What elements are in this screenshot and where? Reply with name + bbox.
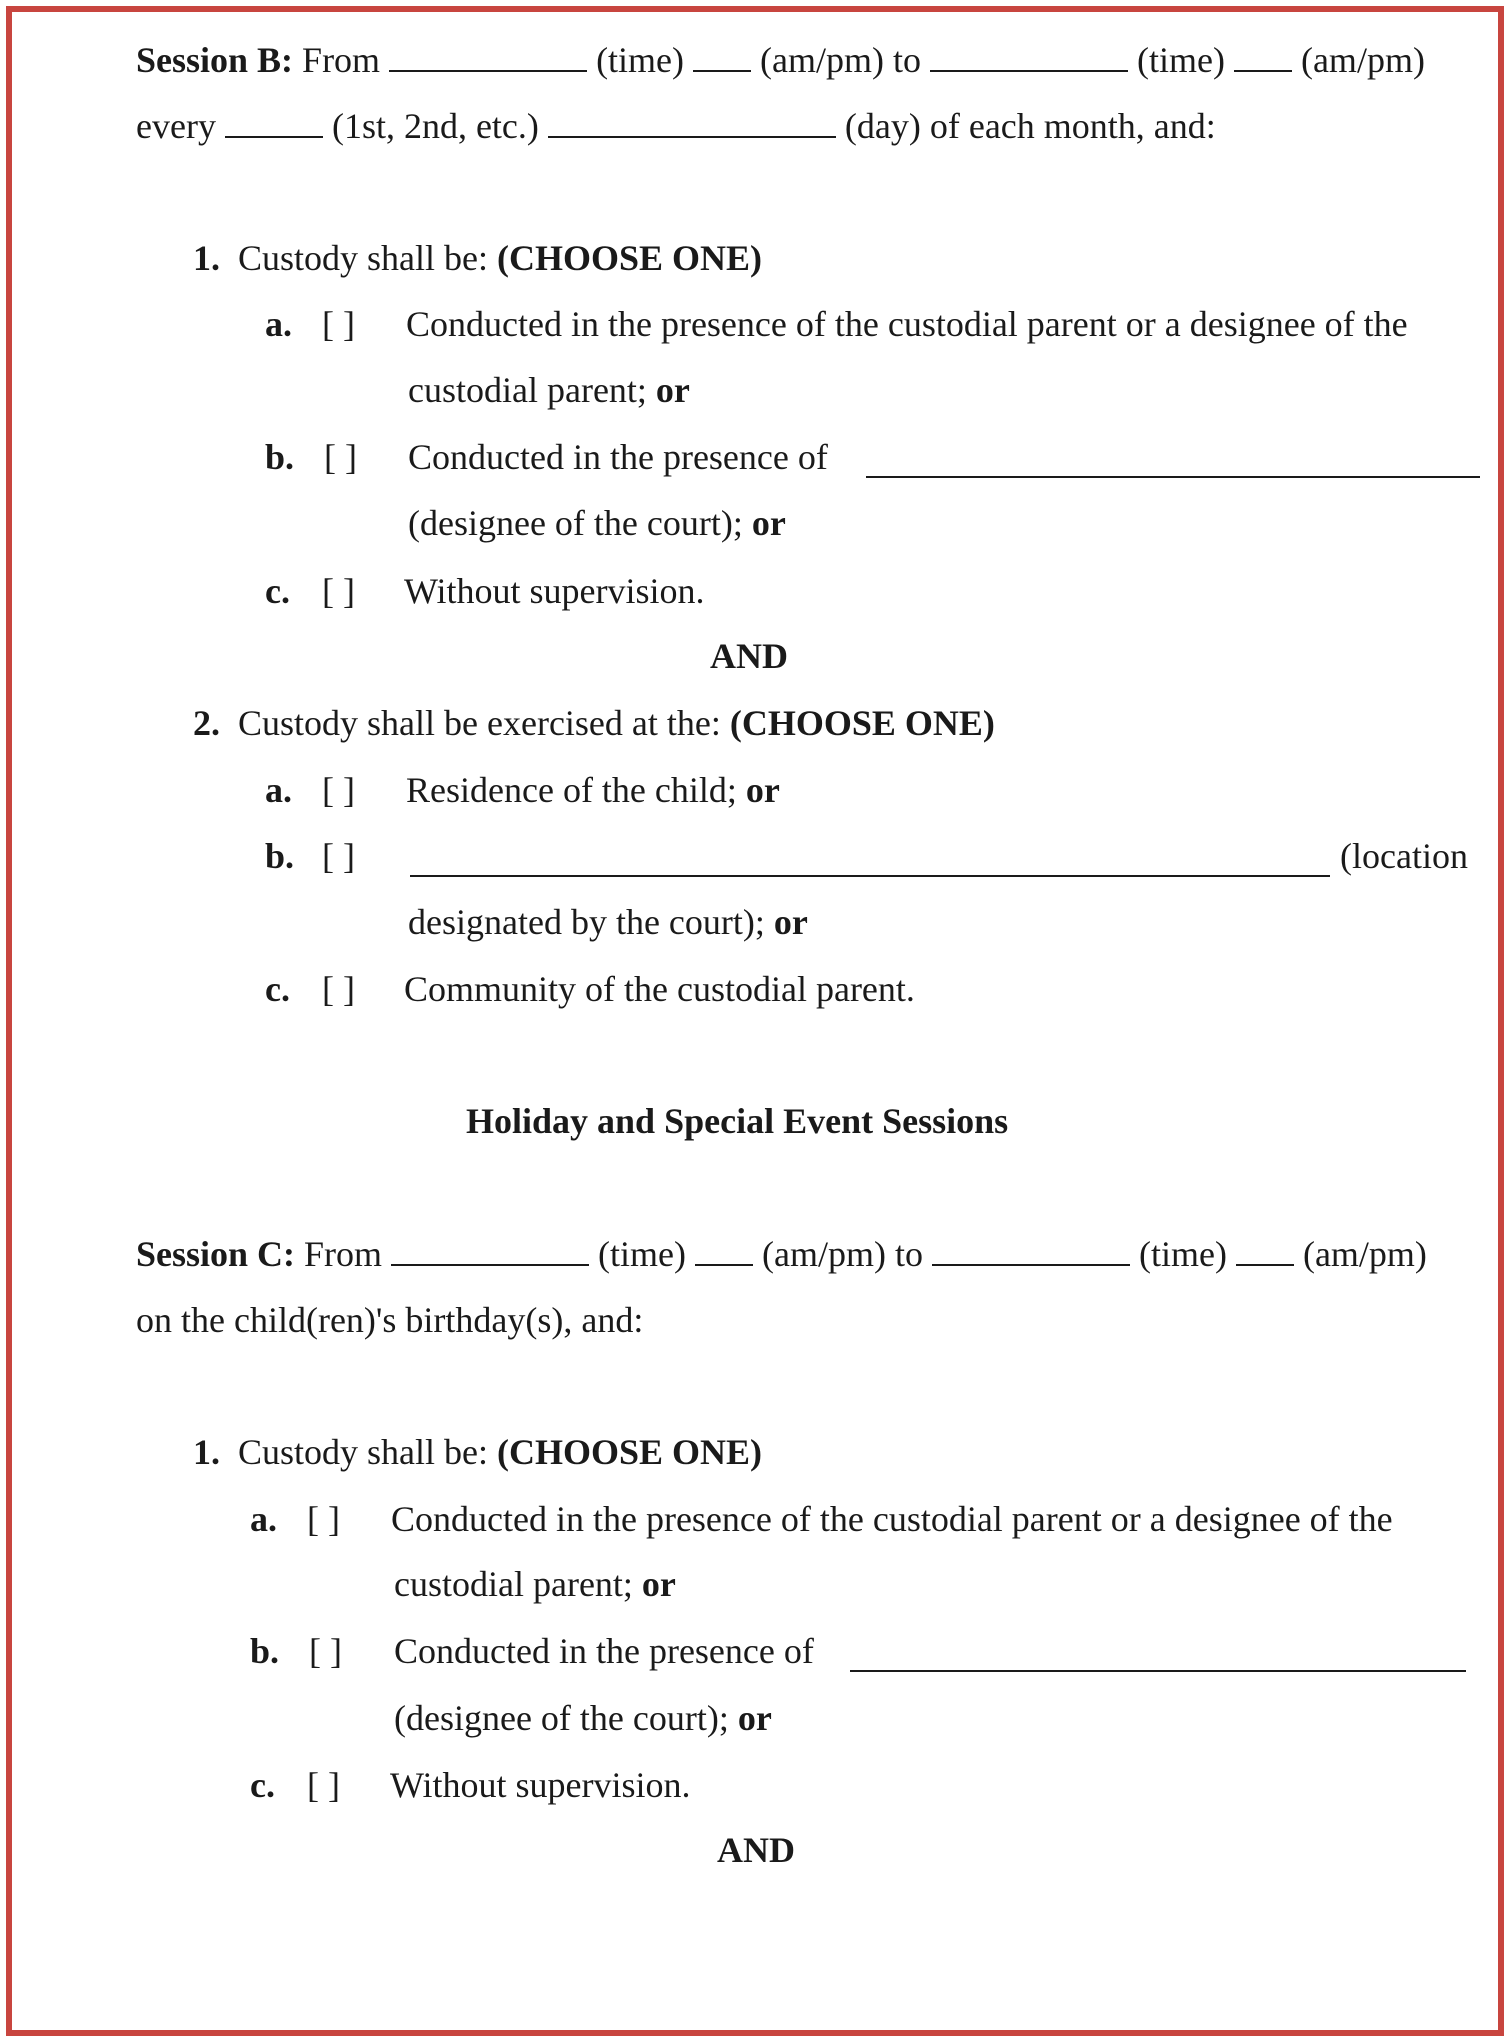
session-c-line1 [136,1232,1427,1276]
item-2-location [193,701,995,745]
or-word: or [655,370,690,410]
option-c-letter: c. [250,1765,275,1805]
holiday-heading: Holiday and Special Event Sessions [466,1101,1009,1141]
choose-one-label: (CHOOSE ONE) [729,703,995,743]
option-a-cont-text: custodial parent; [394,1564,633,1604]
option-c-checkbox[interactable]: [ ] [322,571,355,611]
start-time-blank[interactable] [389,40,587,72]
option-a-continued [408,368,690,412]
option-a-letter: a. [250,1499,277,1539]
or-word: or [737,1698,772,1738]
end-time-blank[interactable] [930,40,1128,72]
end-ampm-blank[interactable] [1236,1234,1294,1266]
option-a-checkbox[interactable]: [ ] [307,1499,340,1539]
option-c-text: Without supervision. [404,571,705,611]
option-a-continued [394,1562,676,1606]
session-c-label: Session C: [136,1234,296,1274]
or-word: or [751,503,786,543]
option-b-cont-text: (designee of the court); [408,503,743,543]
location-a-checkbox[interactable]: [ ] [322,770,355,810]
option-a-cont-text: custodial parent; [408,370,647,410]
item-text: Custody shall be exercised at the: [238,703,721,743]
birthday-text: on the child(ren)'s birthday(s), and: [136,1300,644,1340]
option-a-text: Conducted in the presence of the custodial parent or a designee of the [406,304,1408,344]
session-b-line1 [136,38,1425,82]
location-a-text [406,768,780,812]
option-b-letter: b. [265,437,295,477]
location-b-continued [408,900,808,944]
option-b-letter: b. [250,1631,280,1671]
option-a-text: Conducted in the presence of the custodial parent or a designee of the [391,1499,1393,1539]
option-a-checkbox[interactable]: [ ] [322,304,355,344]
option-b-continued [408,501,786,545]
from-text: From [302,40,381,80]
location-b-checkbox[interactable]: [ ] [322,836,355,876]
ampm-label: (am/pm) [1302,1234,1427,1274]
start-time-blank[interactable] [391,1234,589,1266]
location-c-letter: c. [265,969,290,1009]
or-word: or [745,770,780,810]
item-text: Custody shall be: [238,238,488,278]
ampm-to-label: (am/pm) to [760,40,921,80]
choose-one-label: (CHOOSE ONE) [497,238,763,278]
time-label: (time) [598,1234,687,1274]
option-b-continued [394,1696,772,1740]
item-number: 1. [193,1432,220,1472]
time-label: (time) [1137,40,1225,80]
end-time-blank[interactable] [932,1234,1130,1266]
designee-name-blank[interactable] [850,1640,1466,1672]
option-c-checkbox[interactable]: [ ] [307,1765,340,1805]
option-c-letter: c. [265,571,290,611]
location-b-cont-text: designated by the court); [408,902,765,942]
ordinal-blank[interactable] [225,106,323,138]
option-a-letter: a. [265,304,292,344]
or-word: or [773,902,808,942]
ampm-label: (am/pm) [1300,40,1425,80]
item-1-custody [193,236,762,280]
option-c-text: Without supervision. [390,1765,691,1805]
every-text: every [136,106,216,146]
start-ampm-blank[interactable] [693,40,751,72]
time-label: (time) [596,40,685,80]
option-b-text: Conducted in the presence of [394,1631,814,1671]
session-b-label: Session B: [136,40,294,80]
and-separator: AND [717,1830,795,1870]
choose-one-label: (CHOOSE ONE) [497,1432,763,1472]
location-a-label: Residence of the child; [406,770,737,810]
item-number: 2. [193,703,220,743]
location-a-letter: a. [265,770,292,810]
and-separator: AND [710,636,788,676]
location-c-text: Community of the custodial parent. [404,969,915,1009]
location-blank[interactable] [410,845,1330,877]
day-label: (day) of each month, and: [844,106,1216,146]
start-ampm-blank[interactable] [695,1234,753,1266]
option-b-checkbox[interactable]: [ ] [324,437,357,477]
option-b-cont-text: (designee of the court); [394,1698,729,1738]
session-b-line2 [136,104,1216,148]
or-word: or [641,1564,676,1604]
item-1-custody-c [193,1430,762,1474]
end-ampm-blank[interactable] [1234,40,1292,72]
option-b-text: Conducted in the presence of [408,437,828,477]
item-text: Custody shall be: [238,1432,488,1472]
ordinal-label: (1st, 2nd, etc.) [331,106,539,146]
day-blank[interactable] [548,106,836,138]
ampm-to-label: (am/pm) to [762,1234,923,1274]
designee-name-blank[interactable] [866,446,1480,478]
time-label: (time) [1138,1234,1227,1274]
location-c-checkbox[interactable]: [ ] [322,969,355,1009]
location-label: (location [1340,836,1468,876]
item-number: 1. [193,238,220,278]
from-text: From [304,1234,383,1274]
location-b-letter: b. [265,836,295,876]
option-b-checkbox[interactable]: [ ] [309,1631,342,1671]
